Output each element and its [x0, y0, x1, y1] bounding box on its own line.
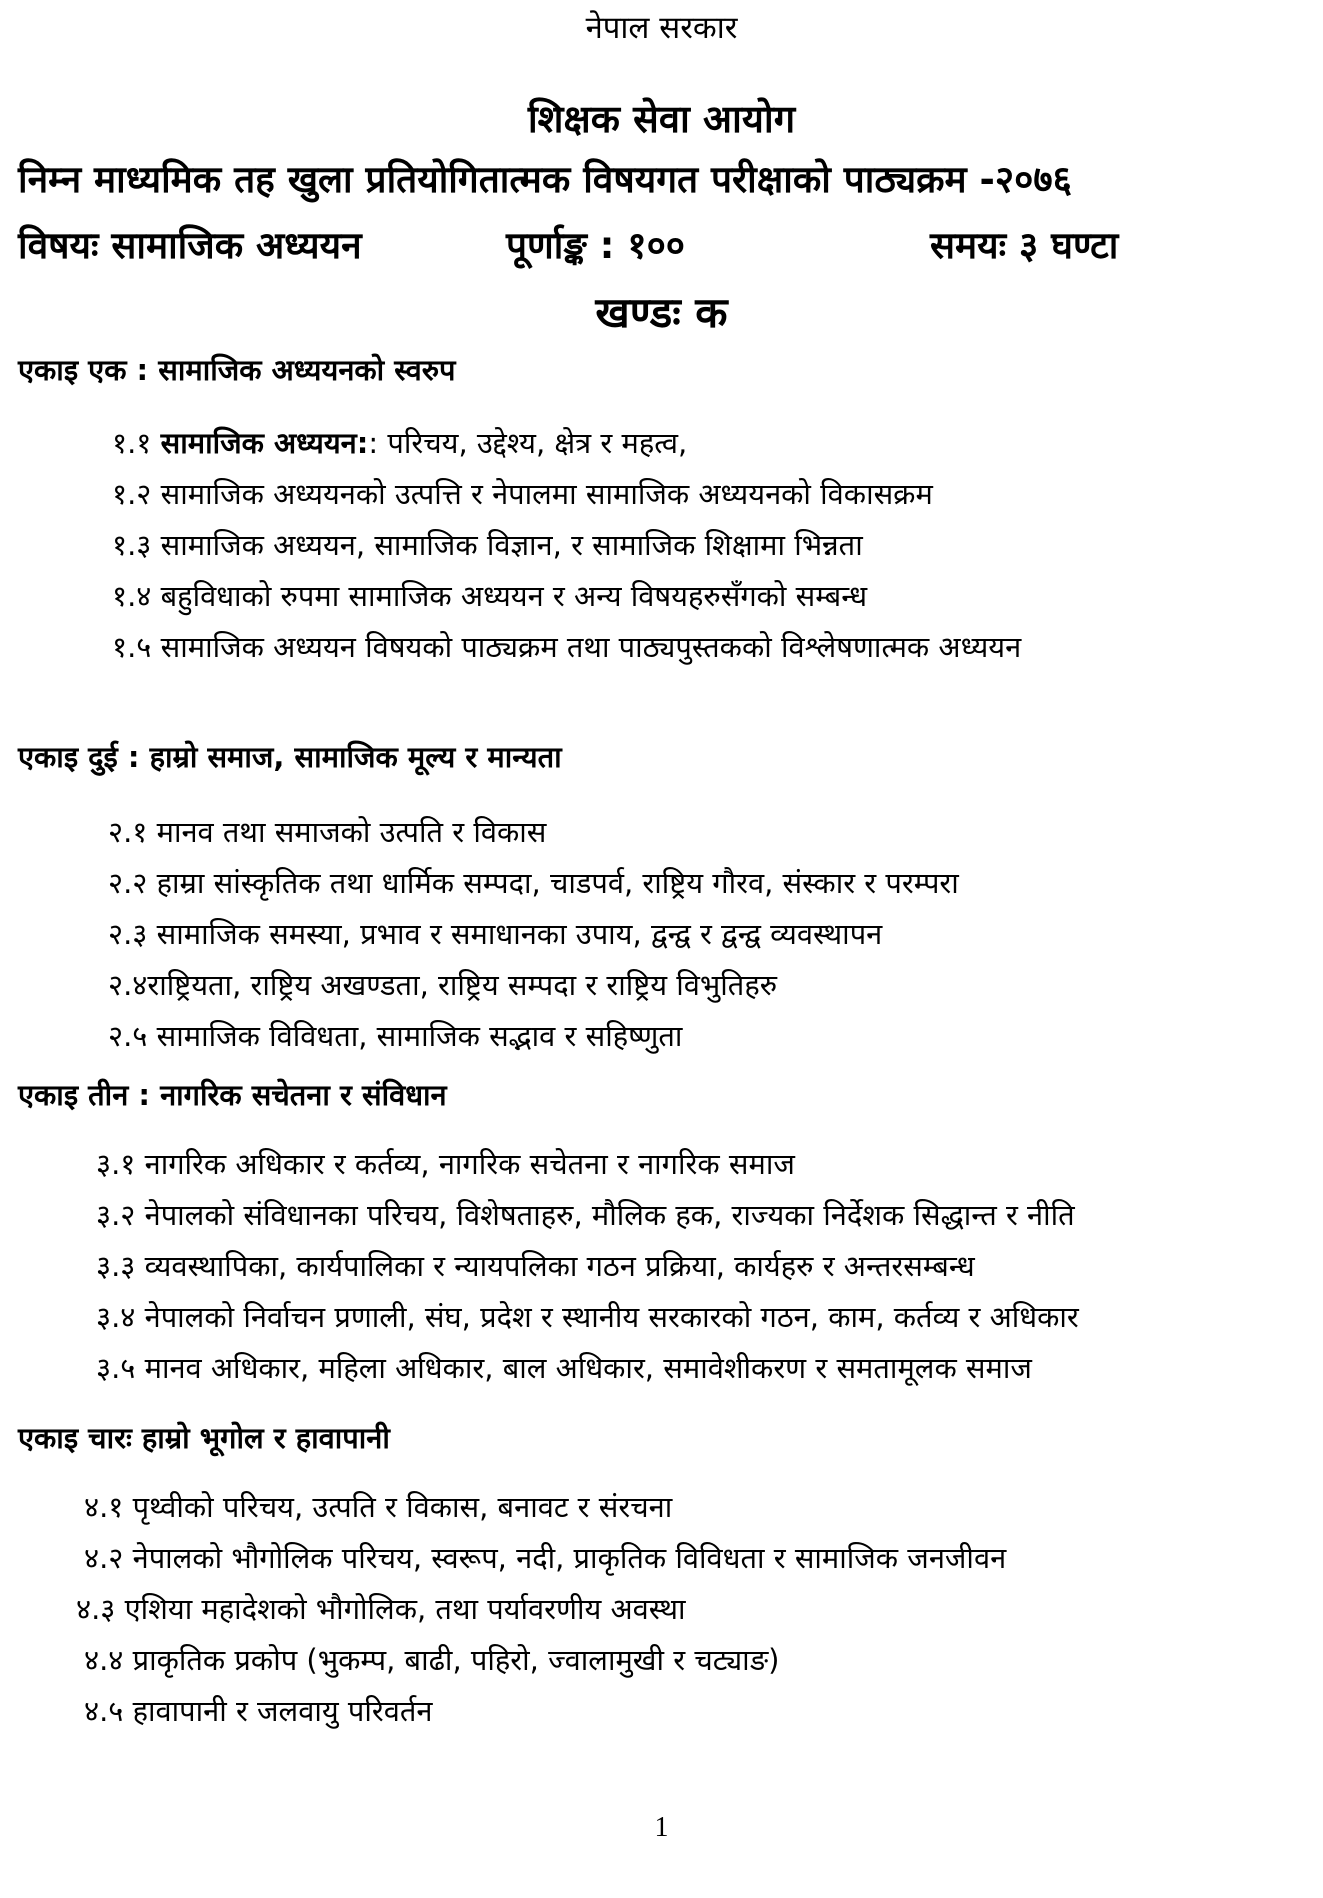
item-number: ४.४: [84, 1643, 124, 1677]
list-item: [84, 1538, 1006, 1577]
item-text: सामाजिक विविधता, सामाजिक सद्भाव र सहिष्णुता: [156, 1019, 683, 1053]
item-text: राष्ट्रियता, राष्ट्रिय अखण्डता, राष्ट्रिय सम्पदा र राष्ट्रिय विभुतिहरु: [147, 968, 778, 1002]
list-item: [108, 965, 777, 1004]
item-number: ३.४: [96, 1300, 136, 1334]
item-text: नेपालको निर्वाचन प्रणाली, संघ, प्रदेश र स्थानीय सरकारको गठन, काम, कर्तव्य र अधिकार: [144, 1300, 1079, 1334]
item-text: व्यवस्थापिका, कार्यपालिका र न्यायपलिका गठन प्रक्रिया, कार्यहरु र अन्तरसम्बन्ध: [144, 1249, 975, 1283]
time-label: समयः ३ घण्टा: [930, 224, 1119, 267]
list-item: [112, 423, 687, 462]
unit-1-title: एकाइ एक : सामाजिक अध्ययनको स्वरुप: [18, 353, 456, 387]
list-item: [84, 1487, 672, 1526]
item-text: सामाजिक अध्ययन विषयको पाठ्यक्रम तथा पाठ्यपुस्तकको विश्लेषणात्मक अध्ययन: [160, 630, 1022, 664]
list-item: [108, 914, 882, 953]
item-number: २.५: [108, 1019, 148, 1053]
syllabus-title: निम्न माध्यमिक तह खुला प्रतियोगितात्मक विषयगत परीक्षाको पाठ्यक्रम -२०७६: [18, 158, 1072, 201]
list-item: [108, 1016, 682, 1055]
unit-4-title: एकाइ चारः हाम्रो भूगोल र हावापानी: [18, 1421, 390, 1455]
list-item: [84, 1640, 779, 1679]
item-text: मानव अधिकार, महिला अधिकार, बाल अधिकार, समावेशीकरण र समतामूलक समाज: [144, 1351, 1032, 1385]
item-number: १.१: [112, 426, 152, 460]
item-text: पृथ्वीको परिचय, उत्पति र विकास, बनावट र संरचना: [132, 1490, 673, 1524]
list-item: [112, 627, 1021, 666]
item-text: प्राकृतिक प्रकोप (भुकम्प, बाढी, पहिरो, ज्वालामुखी र चट्याङ): [132, 1643, 780, 1677]
list-item: [112, 474, 933, 513]
page-number: 1: [654, 1812, 669, 1843]
item-text: हावापानी र जलवायु परिवर्तन: [132, 1694, 433, 1728]
item-text: हाम्रा सांस्कृतिक तथा धार्मिक सम्पदा, चाडपर्व, राष्ट्रिय गौरव, संस्कार र परम्परा: [156, 866, 959, 900]
item-text: मानव तथा समाजको उत्पति र विकास: [156, 815, 547, 849]
item-number: ३.१: [96, 1147, 136, 1181]
unit-2-title: एकाइ दुई : हाम्रो समाज, सामाजिक मूल्य र मान्यता: [18, 740, 562, 774]
list-item: [96, 1348, 1032, 1387]
list-item: [112, 576, 867, 615]
item-number: ४.१: [84, 1490, 124, 1524]
item-number: १.२: [112, 477, 152, 511]
item-number: १.३: [112, 528, 152, 562]
government-heading: नेपाल सरकार: [585, 10, 738, 46]
item-text: सामाजिक अध्ययनको उत्पत्ति र नेपालमा सामाजिक अध्ययनको विकासक्रम: [160, 477, 933, 511]
item-number: २.३: [108, 917, 148, 951]
unit-3-title: एकाइ तीन : नागरिक सचेतना र संविधान: [18, 1078, 447, 1112]
item-number: ३.५: [96, 1351, 136, 1385]
item-number: २.४: [108, 968, 148, 1002]
item-number: १.४: [112, 579, 152, 613]
item-text: नेपालको भौगोलिक परिचय, स्वरूप, नदी, प्राकृतिक विविधता र सामाजिक जनजीवन: [132, 1541, 1007, 1575]
item-number: १.५: [112, 630, 152, 664]
list-item: [108, 863, 959, 902]
list-item: [96, 1144, 795, 1183]
commission-heading: शिक्षक सेवा आयोग: [527, 97, 796, 141]
item-number: ३.३: [96, 1249, 136, 1283]
item-number: ४.५: [84, 1694, 124, 1728]
full-marks-label: पूर्णाङ्क : १००: [506, 224, 686, 267]
section-heading: खण्डः क: [595, 288, 728, 337]
item-number: ४.३: [76, 1592, 116, 1626]
item-number: ४.२: [84, 1541, 124, 1575]
list-item: [96, 1195, 1075, 1234]
list-item: [96, 1246, 975, 1285]
item-text: : परिचय, उद्देश्य, क्षेत्र र महत्व,: [368, 426, 688, 460]
item-number: २.२: [108, 866, 148, 900]
item-text: नागरिक अधिकार र कर्तव्य, नागरिक सचेतना र नागरिक समाज: [144, 1147, 795, 1181]
list-item: [96, 1297, 1079, 1336]
list-item: [112, 525, 863, 564]
item-text: बहुविधाको रुपमा सामाजिक अध्ययन र अन्य विषयहरुसँगको सम्बन्ध: [160, 579, 868, 613]
item-text: सामाजिक अध्ययन, सामाजिक विज्ञान, र सामाजिक शिक्षामा भिन्नता: [160, 528, 863, 562]
list-item: [84, 1691, 433, 1730]
list-item: [76, 1589, 686, 1628]
list-item: [108, 812, 546, 851]
item-number: २.१: [108, 815, 148, 849]
item-number: ३.२: [96, 1198, 136, 1232]
item-text: सामाजिक समस्या, प्रभाव र समाधानका उपाय, द्वन्द्व र द्वन्द्व व्यवस्थापन: [156, 917, 883, 951]
subject-label: विषयः सामाजिक अध्ययन: [18, 224, 362, 267]
item-text: एशिया महादेशको भौगोलिक, तथा पर्यावरणीय अवस्था: [124, 1592, 686, 1626]
item-text: नेपालको संविधानका परिचय, विशेषताहरु, मौलिक हक, राज्यका निर्देशक सिद्धान्त र नीति: [144, 1198, 1075, 1232]
item-bold-term: सामाजिक अध्ययन:: [160, 426, 369, 460]
